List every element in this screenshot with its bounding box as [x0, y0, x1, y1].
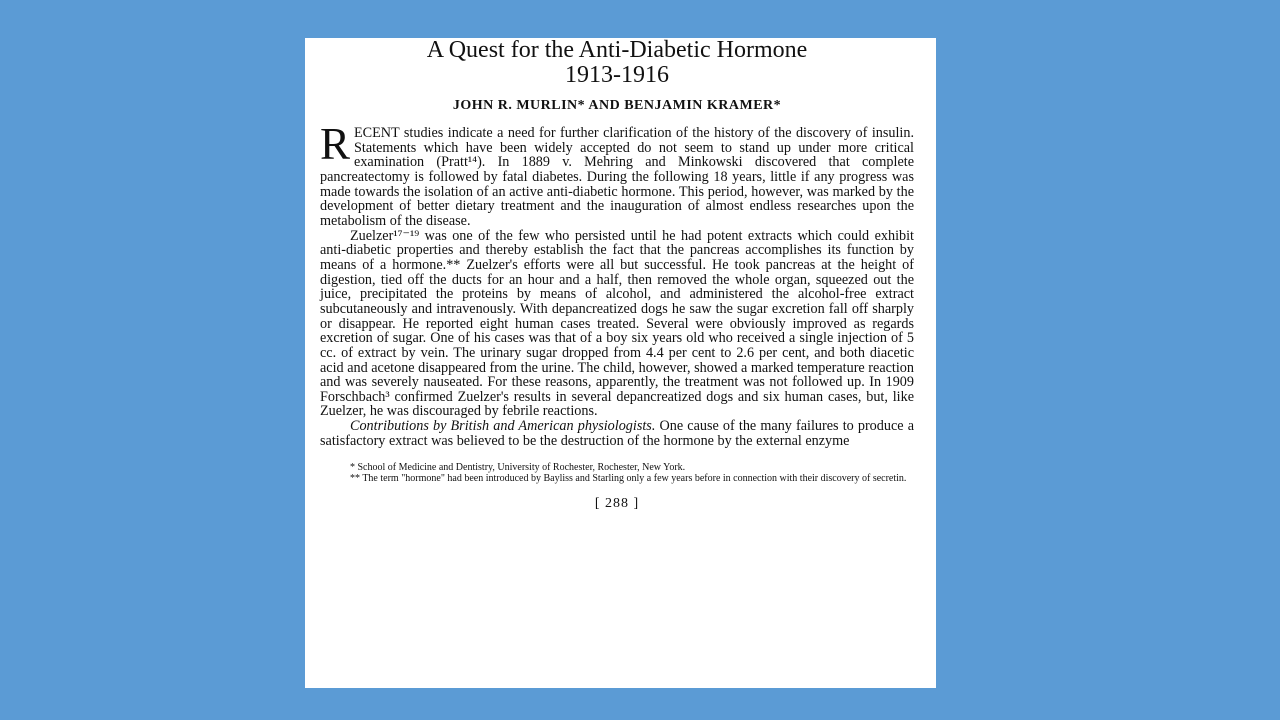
paragraph-2: Zuelzer¹⁷⁻¹⁹ was one of the few who persisted until he had potent extracts which could exhibit anti-diabetic properties and thereby establish the fact that the pancreas accomplishes its function by means of a hormone.** Zuelzer's efforts were all but successful. He took pancreas at the height of digestion, tied off the ducts for an hour and a half, then removed the whole organ, squeezed out the juice, precipitated the proteins by means of alcohol, and administered the alcohol-free extract subcutaneously and intravenously. With depancreatized dogs he saw the sugar excretion fall off sharply or disappear. He reported eight human cases treated. Several were obviously improved as regards excretion of sugar. One of his cases was that of a boy six years old who received a single injection of 5 cc. of extract by vein. The urinary sugar dropped from 4.4 per cent to 2.6 per cent, and both diacetic acid and acetone disappeared from the urine. The child, however, showed a marked temperature reaction and was severely nauseated. For these reasons, apparently, the treatment was not followed up. In 1909 Forschbach³ confirmed Zuelzer's results in several depancreatized dogs and six human cases, but, like Zuelzer, he was discouraged by febrile reactions. — [320, 227, 914, 420]
section-subheading: Contributions by British and American physiologists. — [350, 418, 656, 435]
paragraph-1 — [320, 119, 914, 229]
authors: JOHN R. MURLIN* AND BENJAMIN KRAMER* — [452, 98, 782, 113]
paper-title — [320, 38, 914, 88]
footnote-2: ** The term "hormone" had been introduced by Bayliss and Starling only a few years before in connection with their discovery of secretin. — [350, 473, 907, 485]
footnotes — [320, 462, 914, 484]
page-number: [ 288 ] — [594, 496, 640, 512]
paper-page — [305, 38, 936, 688]
title-line-1: A Quest for the Anti-Diabetic Hormone — [426, 37, 808, 63]
paragraph-3-text: One cause of the many failures to produce a satisfactory extract was believed to be the destruction of the hormone by the external enzyme — [320, 418, 914, 449]
drop-cap: R — [320, 119, 351, 169]
paragraph-3 — [320, 419, 914, 448]
article-body — [320, 119, 914, 449]
footnote-1: * School of Medicine and Dentistry, University of Rochester, Rochester, New York. — [350, 462, 686, 474]
title-line-2: 1913-1916 — [565, 62, 669, 88]
paragraph-1-text: ECENT studies indicate a need for further clarification of the history of the discovery of insulin. Statements which have been widely accepted do not seem to stand up under more critical examination (Pratt¹⁴). In 1889 v. Mehring and Minkowski discovered that complete pancreatectomy is followed by fatal diabetes. During the following 18 years, little if any progress was made towards the isolation of an active anti-diabetic hormone. This period, however, was marked by the development of better dietary treatment and the inauguration of almost endless researches upon the metabolism of the disease. — [320, 125, 914, 229]
